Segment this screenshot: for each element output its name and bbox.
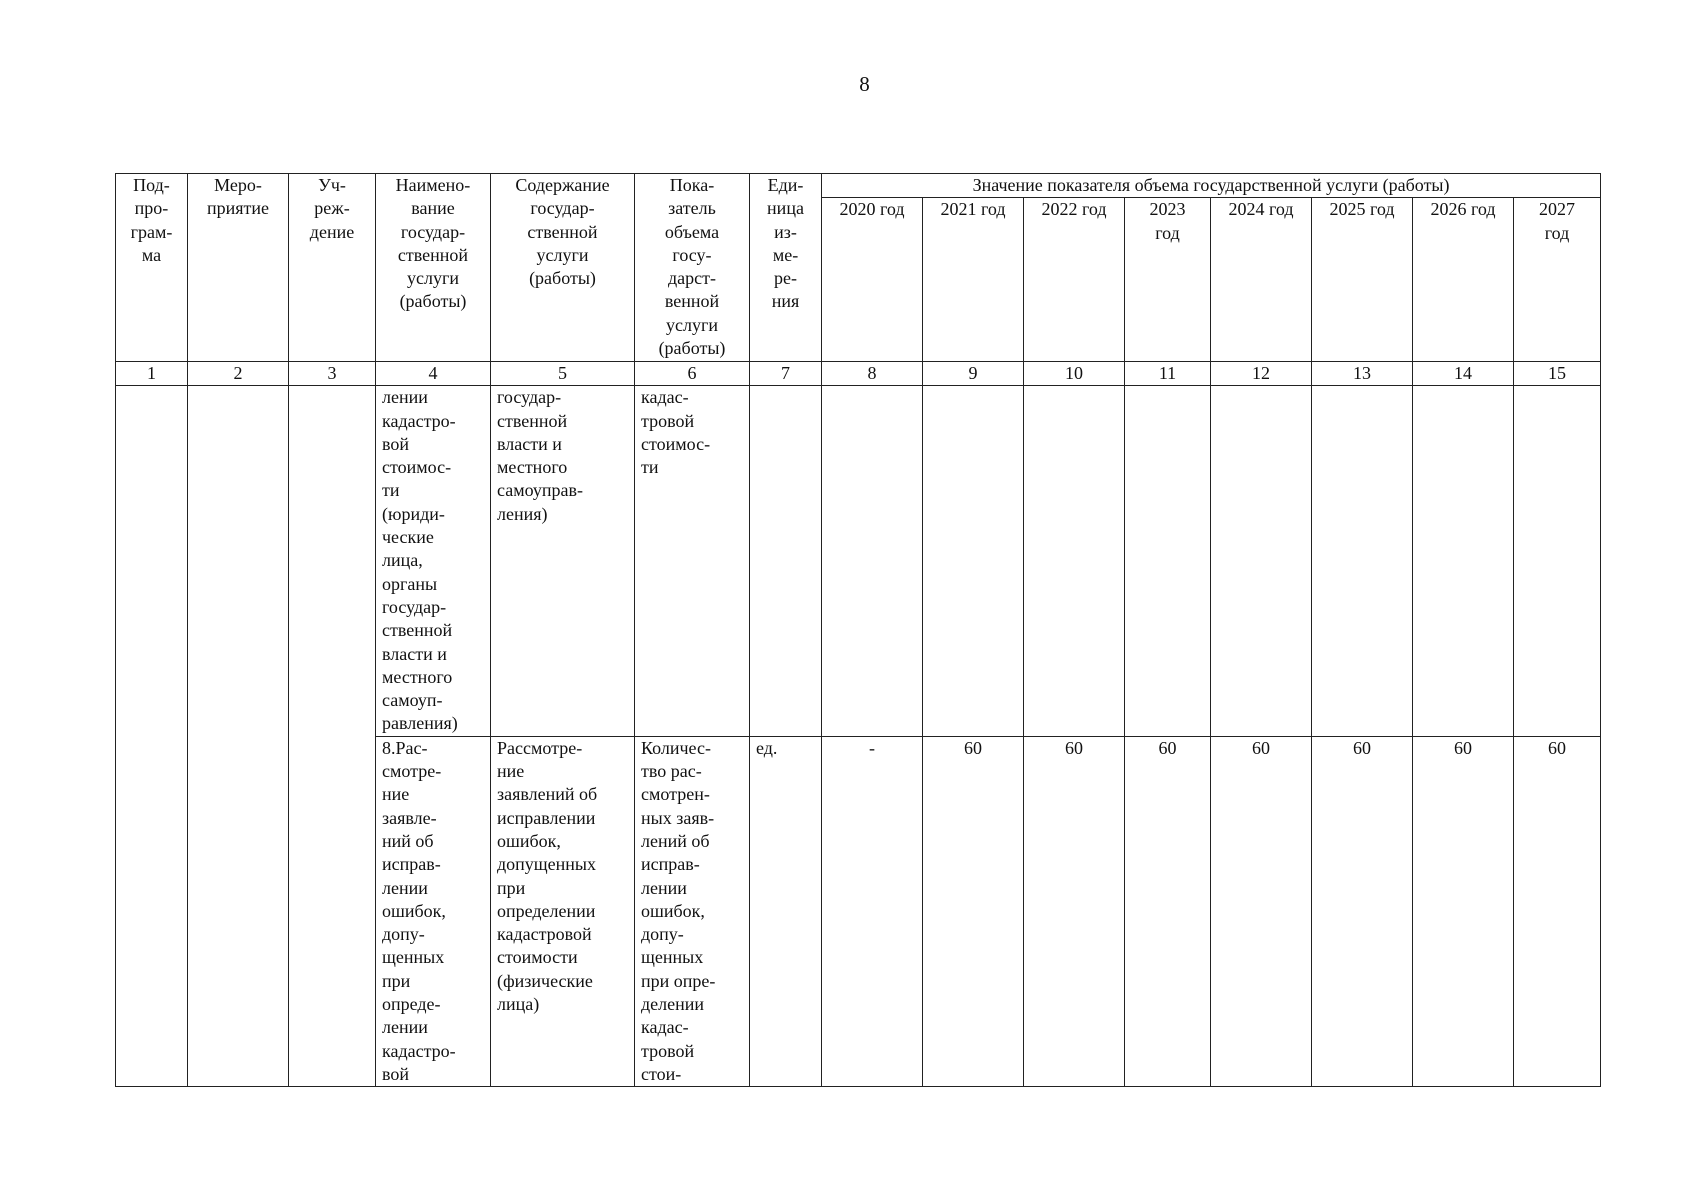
header-year-2024: 2024 год	[1211, 198, 1312, 362]
column-number: 7	[750, 362, 822, 386]
volume-indicator-cell: кадас- тровой стоимос- ти	[635, 386, 750, 736]
column-number: 11	[1125, 362, 1211, 386]
header-indicator-values-group: Значение показателя объема государственной услуги (работы)	[822, 174, 1601, 198]
service-content-cell: государ- ственной власти и местного самоуправ- ления)	[491, 386, 635, 736]
unit-cell	[750, 386, 822, 736]
volume-indicator-cell: Количес- тво рас- смотрен- ных заяв- лений об исправ- лении ошибок, допу- щенных при опре- делении кадас- тровой стои-	[635, 736, 750, 1086]
column-number: 8	[822, 362, 923, 386]
column-number: 3	[289, 362, 376, 386]
value-2027-cell	[1514, 386, 1601, 736]
value-2020-cell	[822, 386, 923, 736]
header-year-2027: 2027 год	[1514, 198, 1601, 362]
header-subprogram: Под- про- грам- ма	[116, 174, 188, 362]
value-2025-cell	[1312, 386, 1413, 736]
column-number: 1	[116, 362, 188, 386]
column-number: 9	[923, 362, 1024, 386]
column-number: 6	[635, 362, 750, 386]
header-year-2023: 2023 год	[1125, 198, 1211, 362]
value-2021-cell: 60	[923, 736, 1024, 1086]
value-2022-cell	[1024, 386, 1125, 736]
value-2020-cell: -	[822, 736, 923, 1086]
column-number: 5	[491, 362, 635, 386]
value-2023-cell	[1125, 386, 1211, 736]
header-year-2025: 2025 год	[1312, 198, 1413, 362]
column-number: 12	[1211, 362, 1312, 386]
header-year-2022: 2022 год	[1024, 198, 1125, 362]
service-content-cell: Рассмотре- ние заявлений об исправлении ошибок, допущенных при определении кадастровой стоимости (физические лица)	[491, 736, 635, 1086]
value-2026-cell: 60	[1413, 736, 1514, 1086]
subprogram-cell	[116, 386, 188, 1087]
value-2022-cell: 60	[1024, 736, 1125, 1086]
value-2027-cell: 60	[1514, 736, 1601, 1086]
column-number: 2	[188, 362, 289, 386]
header-institution: Уч- реж- дение	[289, 174, 376, 362]
value-2023-cell: 60	[1125, 736, 1211, 1086]
value-2024-cell: 60	[1211, 736, 1312, 1086]
column-number: 4	[376, 362, 491, 386]
header-activity: Меро- приятие	[188, 174, 289, 362]
value-2026-cell	[1413, 386, 1514, 736]
institution-cell	[289, 386, 376, 1087]
table-row	[116, 386, 1601, 736]
column-number: 15	[1514, 362, 1601, 386]
column-number: 10	[1024, 362, 1125, 386]
page-number: 8	[859, 72, 870, 96]
column-number: 14	[1413, 362, 1514, 386]
state-service-table	[115, 173, 1601, 1087]
header-service-content: Содержание государ- ственной услуги (работы)	[491, 174, 635, 362]
activity-cell	[188, 386, 289, 1087]
unit-cell: ед.	[750, 736, 822, 1086]
header-year-2021: 2021 год	[923, 198, 1024, 362]
value-2025-cell: 60	[1312, 736, 1413, 1086]
header-service-name: Наимено- вание государ- ственной услуги (работы)	[376, 174, 491, 362]
column-number-row	[116, 362, 1601, 386]
service-name-cell: 8.Рас- смотре- ние заявле- ний об исправ- лении ошибок, допу- щенных при опреде- лении кадастро- вой	[376, 736, 491, 1086]
header-unit: Еди- ница из- ме- ре- ния	[750, 174, 822, 362]
value-2021-cell	[923, 386, 1024, 736]
header-volume-indicator: Пока- затель объема госу- дарст- венной услуги (работы)	[635, 174, 750, 362]
service-name-cell: лении кадастро- вой стоимос- ти (юриди- ческие лица, органы государ- ственной власти и местного самоуп- равления)	[376, 386, 491, 736]
header-year-2026: 2026 год	[1413, 198, 1514, 362]
value-2024-cell	[1211, 386, 1312, 736]
header-year-2020: 2020 год	[822, 198, 923, 362]
column-number: 13	[1312, 362, 1413, 386]
